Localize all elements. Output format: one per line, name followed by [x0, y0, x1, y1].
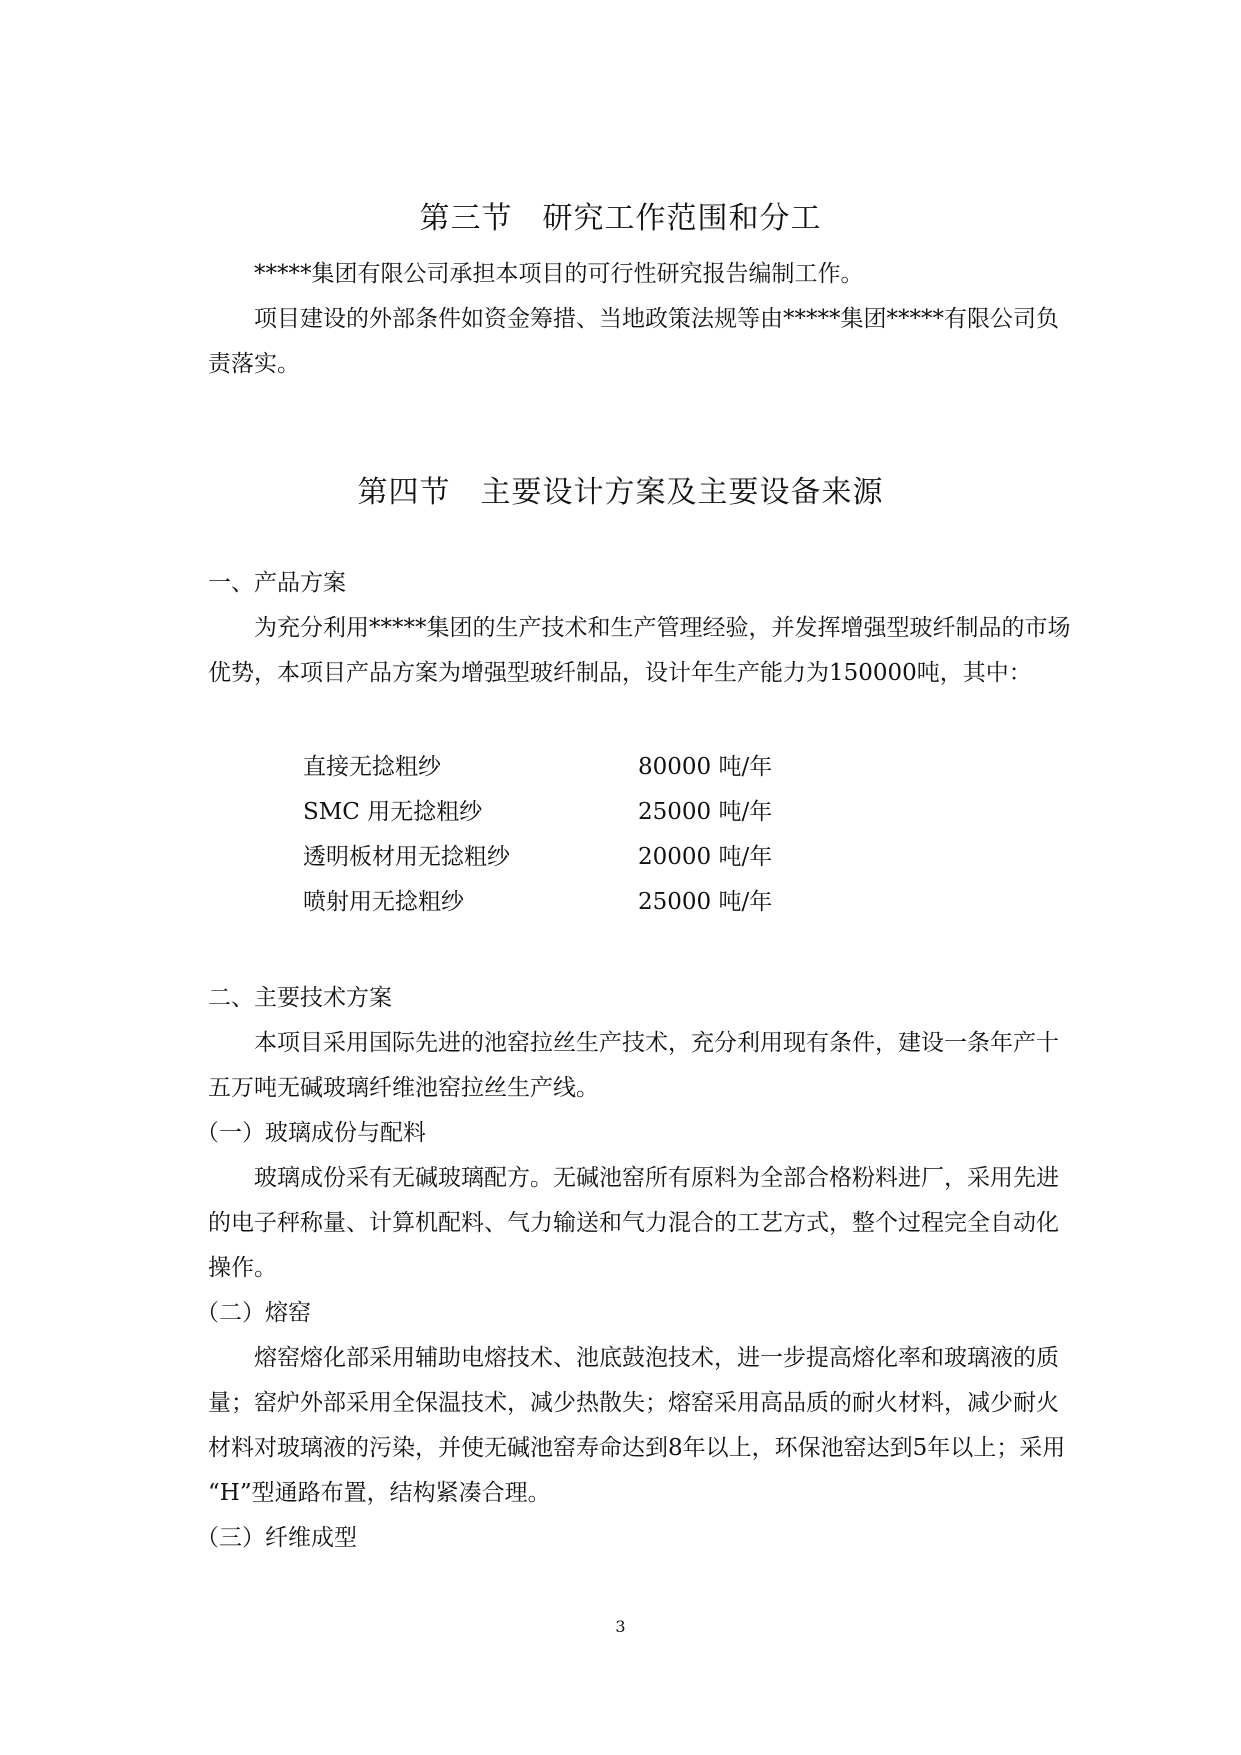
section-4-title: [0, 467, 1241, 511]
product-amount: 25000 吨/年: [638, 889, 773, 915]
tech-sub-3-heading: （三）纤维成型: [196, 1525, 357, 1551]
tech-sub-2-heading: （二）熔窑: [196, 1300, 311, 1326]
product-name: 透明板材用无捻粗纱: [303, 844, 510, 870]
product-amount: 80000 吨/年: [638, 754, 773, 780]
tech-sub-2-para: 熔窑熔化部采用辅助电熔技术、池底鼓泡技术，进一步提高熔化率和玻璃液的质量；窑炉外部采用全保温技术，减少热散失；熔窑采用高品质的耐火材料，减少耐火材料对玻璃液的污染，并使无碱池窑寿命达到8年以上，环保池窑达到5年以上；采用 “H”型通路布置，结构紧凑合理。: [208, 1345, 1066, 1506]
tech-sub-1-heading: （一）玻璃成份与配料: [196, 1120, 426, 1146]
section-3-title-text: 研究工作范围和分工: [542, 201, 822, 236]
section-4-number: 第四节: [357, 475, 451, 510]
tech-heading: 二、主要技术方案: [208, 985, 392, 1011]
product-name: SMC 用无捻粗纱: [303, 799, 483, 825]
product-amount: 25000 吨/年: [638, 799, 773, 825]
section-3-para-2: 项目建设的外部条件如资金筹措、当地政策法规等由*****集团*****有限公司负责落实。: [208, 306, 1059, 377]
section-3-para-1: *****集团有限公司承担本项目的可行性研究报告编制工作。: [254, 261, 864, 287]
section-4-title-text: 主要设计方案及主要设备来源: [480, 475, 884, 510]
product-para: 为充分利用*****集团的生产技术和生产管理经验，并发挥增强型玻纤制品的市场优势，本项目产品方案为增强型玻纤制品，设计年生产能力为150000吨，其中：: [208, 615, 1071, 686]
product-amount: 20000 吨/年: [638, 844, 773, 870]
tech-sub-1-para: 玻璃成份采有无碱玻璃配方。无碱池窑所有原料为全部合格粉料进厂，采用先进的电子秤称量、计算机配料、气力输送和气力混合的工艺方式，整个过程完全自动化操作。: [208, 1165, 1059, 1281]
tech-para: 本项目采用国际先进的池窑拉丝生产技术，充分利用现有条件，建设一条年产十五万吨无碱玻璃纤维池窑拉丝生产线。: [208, 1030, 1059, 1101]
product-name: 直接无捻粗纱: [303, 754, 441, 780]
section-3-title: [0, 193, 1241, 237]
page-number: 3: [615, 1617, 626, 1636]
section-3-number: 第三节: [419, 201, 513, 236]
product-heading: 一、产品方案: [208, 570, 346, 596]
product-name: 喷射用无捻粗纱: [303, 889, 464, 915]
